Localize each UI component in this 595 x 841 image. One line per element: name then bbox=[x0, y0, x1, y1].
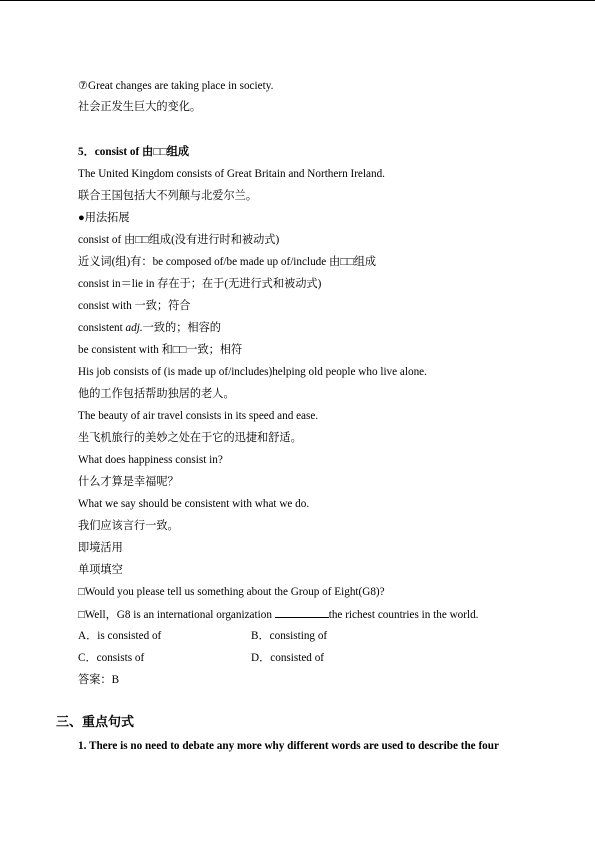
example7-en: ⑦Great changes are taking place in society. bbox=[78, 80, 274, 92]
question-line-1: □Would you please tell us something about the Group of Eight(G8)? bbox=[78, 586, 385, 598]
usage-title: ●用法拓展 bbox=[78, 212, 130, 224]
section3-heading: 三、重点句式 bbox=[56, 714, 135, 729]
usage-be-consistent: be consistent with 和□□一致；相符 bbox=[78, 344, 243, 356]
top-rule bbox=[0, 0, 595, 1]
example-line: What does happiness consist in? bbox=[78, 454, 223, 466]
answer: 答案：B bbox=[78, 674, 120, 686]
usage-item: 近义词(组)有：be composed of/be made up of/include 由□□组成 bbox=[78, 256, 377, 268]
example-line: 什么才算是幸福呢？ bbox=[78, 476, 179, 488]
option-d: D．consisted of bbox=[251, 652, 325, 664]
section5-example-zh: 联合王国包括大不列颠与北爱尔兰。 bbox=[78, 190, 258, 202]
question-after-blank: the richest countries in the world. bbox=[328, 609, 479, 621]
option-c: C．consists of bbox=[78, 652, 145, 664]
question-before-blank: □Well，G8 is an international organization bbox=[78, 609, 275, 621]
consistent-meaning: 一致的；相容的 bbox=[142, 322, 221, 334]
consistent-word: consistent bbox=[78, 322, 126, 334]
section5-title: 5．consist of 由□□组成 bbox=[78, 146, 190, 158]
usage-item: consist of 由□□组成(没有进行时和被动式) bbox=[78, 234, 280, 246]
usage-item: consist with 一致；符合 bbox=[78, 300, 191, 312]
part-of-speech: adj. bbox=[125, 322, 143, 334]
example-line: What we say should be consistent with what we do. bbox=[78, 498, 310, 510]
practice-title: 即境活用 bbox=[78, 542, 123, 554]
option-b: B．consisting of bbox=[251, 630, 328, 642]
example-line: 坐飞机旅行的美妙之处在于它的迅捷和舒适。 bbox=[78, 432, 302, 444]
key-sentence-1: 1. There is no need to debate any more why different words are used to describe the four bbox=[78, 740, 499, 752]
example-line: The beauty of air travel consists in its speed and ease. bbox=[78, 410, 319, 422]
question-line-2 bbox=[78, 607, 478, 622]
answer-blank bbox=[275, 607, 329, 618]
practice-type: 单项填空 bbox=[78, 564, 123, 576]
example7-zh: 社会正发生巨大的变化。 bbox=[78, 101, 202, 113]
usage-item: consist in＝lie in 存在于；在于(无进行式和被动式) bbox=[78, 278, 322, 290]
example-line: 他的工作包括帮助独居的老人。 bbox=[78, 388, 235, 400]
section5-example-en: The United Kingdom consists of Great Britain and Northern Ireland. bbox=[78, 168, 385, 180]
example-line: 我们应该言行一致。 bbox=[78, 520, 179, 532]
option-a: A．is consisted of bbox=[78, 630, 162, 642]
example-line: His job consists of (is made up of/includes)helping old people who live alone. bbox=[78, 366, 427, 378]
usage-consistent bbox=[78, 321, 221, 335]
